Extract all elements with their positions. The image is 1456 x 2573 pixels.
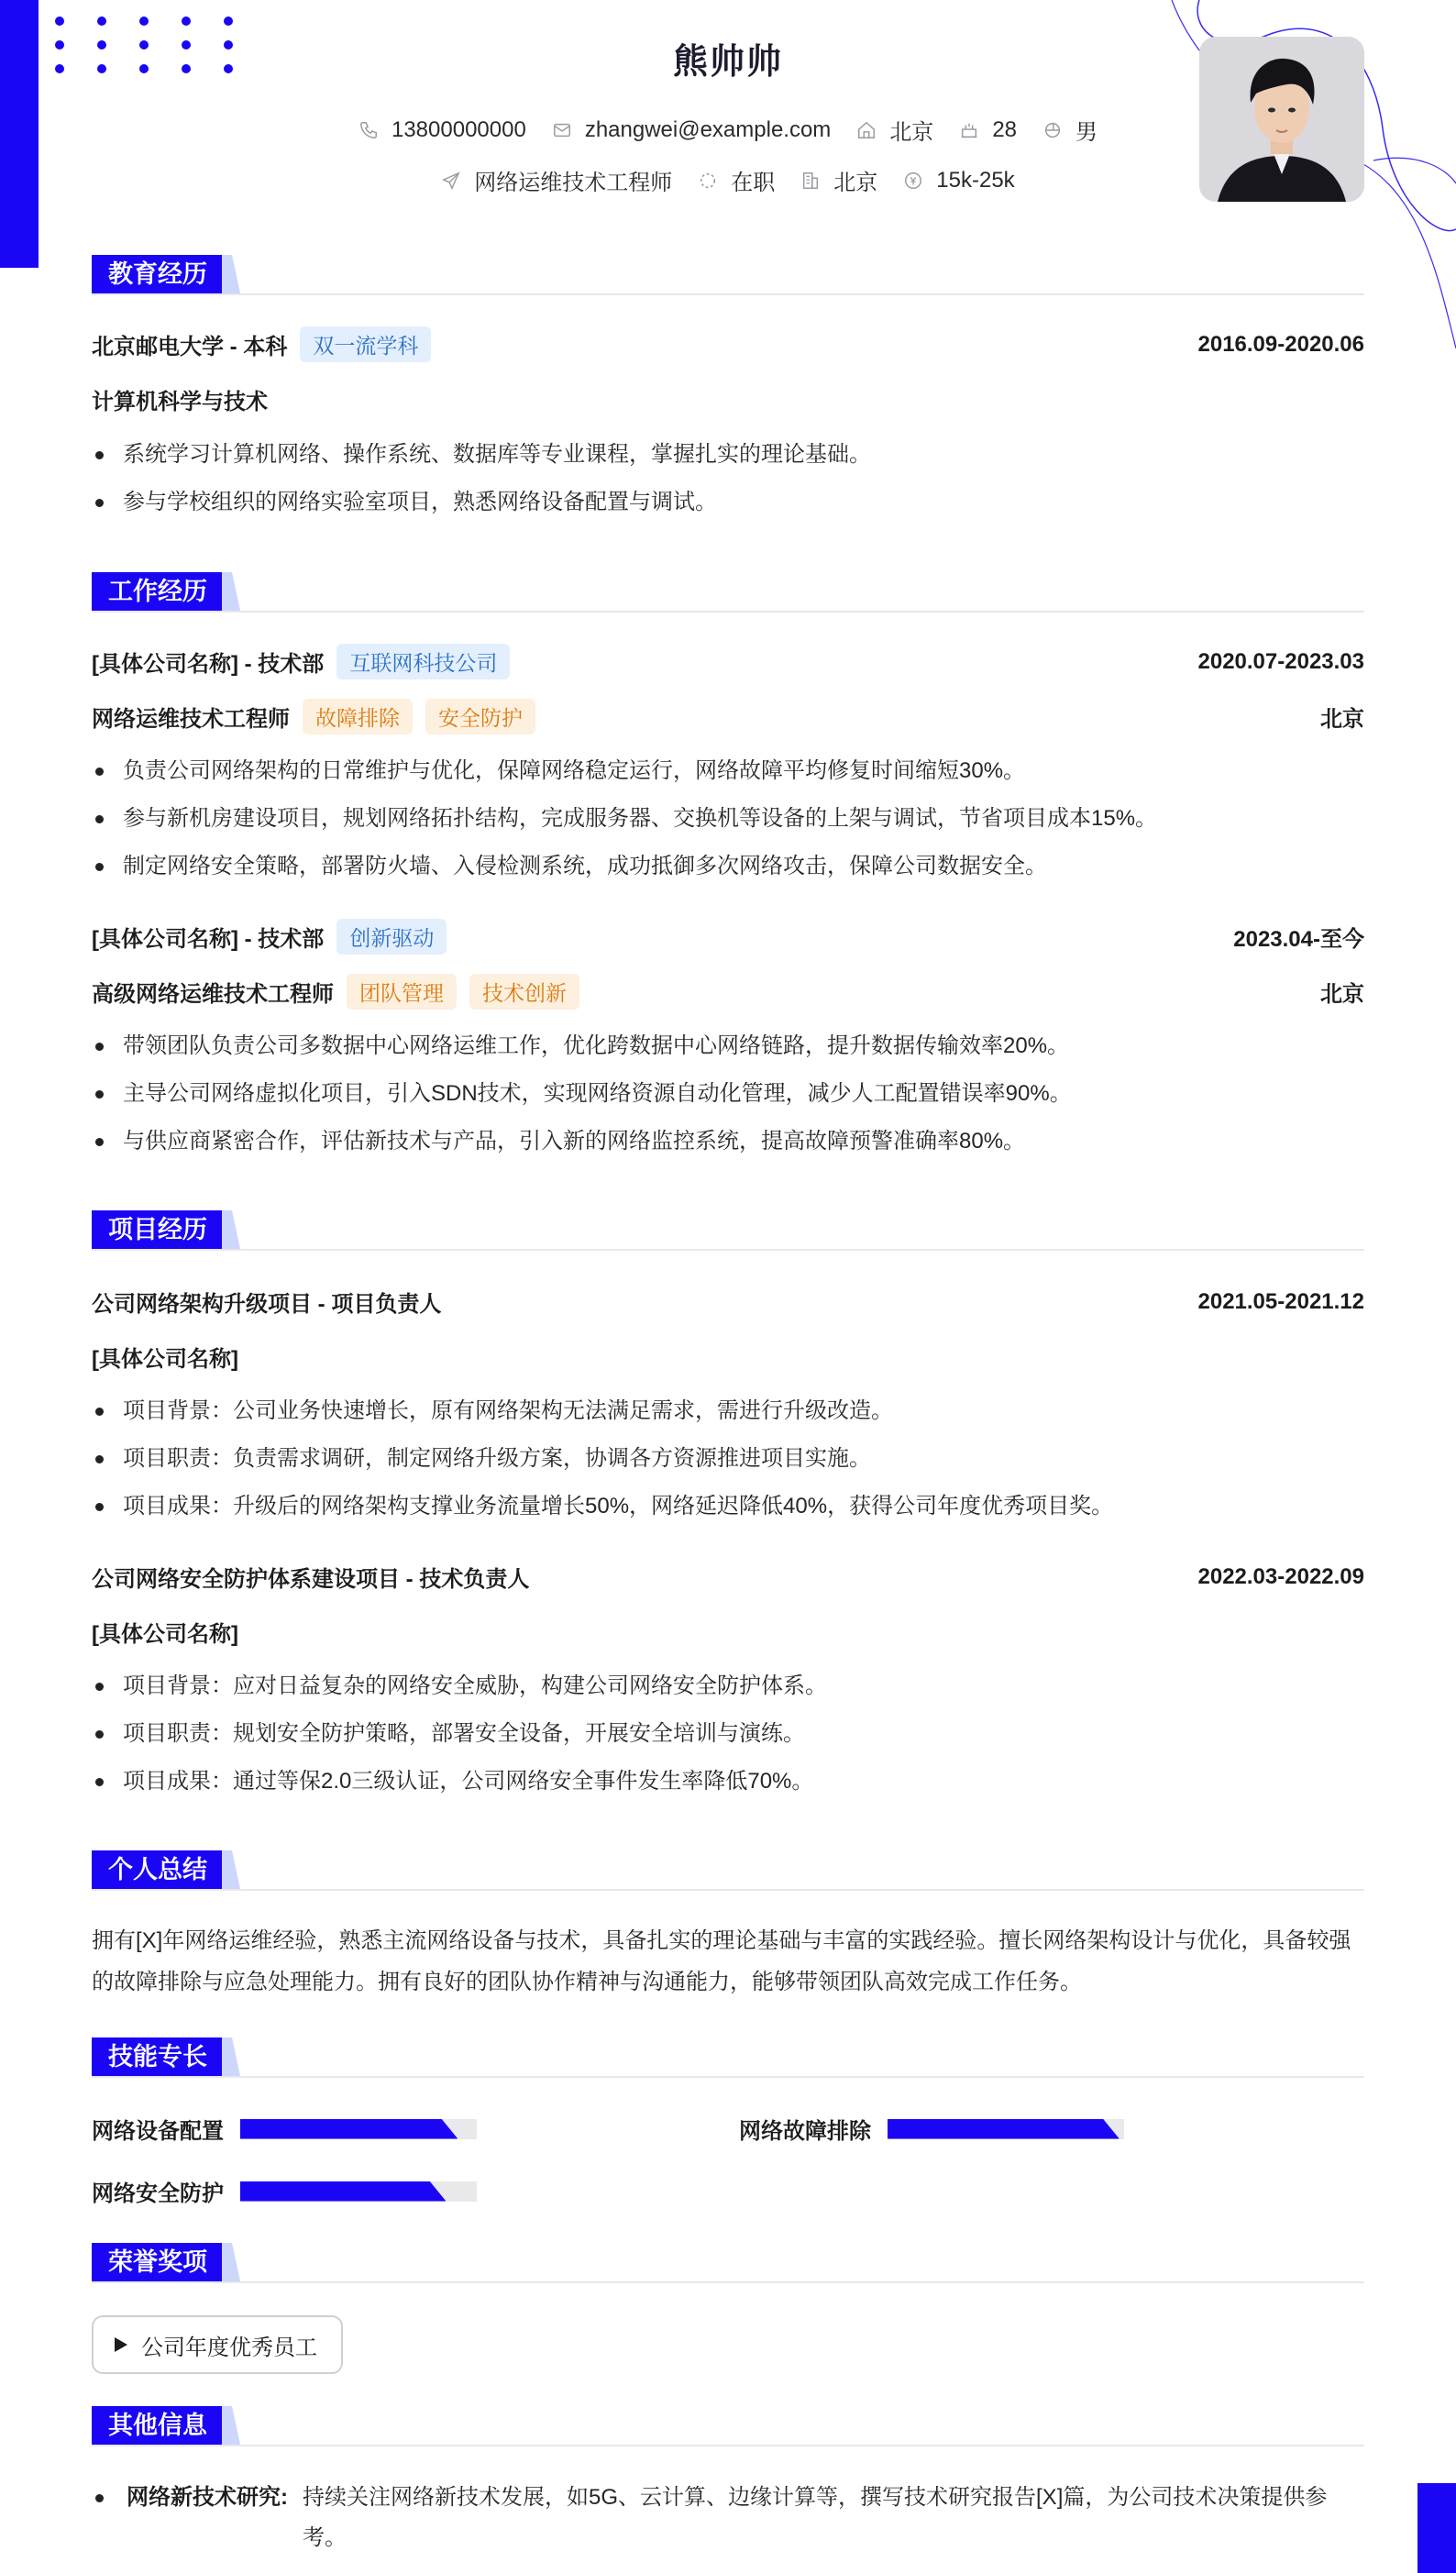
list-item: 制定网络安全策略，部署防火墙、入侵检测系统，成功抵御多次网络攻击，保障公司数据安全。 bbox=[92, 843, 1364, 890]
section-title-education: 教育经历 bbox=[92, 255, 224, 293]
project-2-date: 2022.03-2022.09 bbox=[1197, 1563, 1364, 1589]
section-education-header bbox=[92, 255, 1364, 295]
major-row bbox=[92, 383, 1364, 415]
bullet-dot bbox=[95, 2494, 104, 2502]
other-info-item bbox=[92, 2478, 1339, 2558]
target-position-text: 网络运维技术工程师 bbox=[474, 171, 673, 195]
work-1-company-tag: 互联网科技公司 bbox=[336, 644, 510, 679]
section-projects-header bbox=[92, 1210, 1364, 1251]
section-title-work: 工作经历 bbox=[92, 572, 224, 611]
section-title-skills: 技能专长 bbox=[92, 2037, 224, 2076]
list-item: 主导公司网络虚拟化项目，引入SDN技术，实现网络资源自动化管理，减少人工配置错误率90%。 bbox=[92, 1070, 1364, 1118]
play-icon bbox=[114, 2336, 128, 2353]
section-tail-decoration bbox=[222, 2037, 240, 2076]
age-item bbox=[959, 117, 1017, 143]
section-tail-decoration bbox=[222, 255, 240, 293]
age-text: 28 bbox=[992, 116, 1018, 142]
work-2-role-tag: 技术创新 bbox=[469, 974, 579, 1010]
employment-status-text: 在职 bbox=[731, 171, 776, 195]
work-1-company: [具体公司名称] - 技术部 bbox=[92, 652, 325, 677]
work-1-role-tag: 故障排除 bbox=[303, 699, 413, 734]
summary-text: 拥有[X]年网络运维经验，熟悉主流网络设备与技术，具备扎实的理论基础与丰富的实践经验。擅长网络架构设计与优化，具备较强的故障排除与应急处理能力。拥有良好的团队协作精神与沟通能力，能够带领团队高效完成工作任务。 bbox=[92, 1928, 1351, 1994]
salary-text: 15k-25k bbox=[936, 167, 1015, 193]
section-tail-decoration bbox=[222, 1210, 240, 1249]
school-tag: 双一流学科 bbox=[300, 326, 431, 362]
skill-item bbox=[739, 2113, 1124, 2145]
work-1-date: 2020.07-2023.03 bbox=[1197, 648, 1364, 674]
target-city-item bbox=[800, 164, 877, 196]
work-1-role-tag: 安全防护 bbox=[425, 699, 535, 734]
salary-item bbox=[903, 168, 1014, 193]
list-item: 项目职责：规划安全防护策略，部署安全设备，开展安全培训与演练。 bbox=[92, 1710, 1364, 1758]
section-tail-decoration bbox=[222, 2406, 240, 2445]
employment-status-item bbox=[698, 164, 775, 196]
section-work-header bbox=[92, 572, 1364, 613]
gender-icon bbox=[1042, 120, 1063, 140]
work-1-company-row bbox=[92, 644, 1364, 679]
section-other-header bbox=[92, 2406, 1364, 2446]
list-item: 项目职责：负责需求调研，制定网络升级方案，协调各方资源推进项目实施。 bbox=[92, 1435, 1364, 1483]
target-position-item bbox=[441, 164, 672, 196]
section-awards-header bbox=[92, 2243, 1364, 2283]
skill-bar bbox=[240, 2181, 477, 2202]
profile-photo bbox=[1199, 37, 1364, 202]
skill-bar-fill bbox=[240, 2119, 458, 2139]
work-2-role-row bbox=[92, 974, 1364, 1010]
list-item: 项目成果：升级后的网络架构支撑业务流量增长50%，网络延迟降低40%，获得公司年度优秀项目奖。 bbox=[92, 1483, 1364, 1530]
project-1-bullets bbox=[92, 1387, 1364, 1530]
work-2-company: [具体公司名称] - 技术部 bbox=[92, 927, 325, 952]
work-1-role: 网络运维技术工程师 bbox=[92, 707, 290, 732]
skill-name: 网络安全防护 bbox=[92, 2181, 224, 2206]
work-2-city: 北京 bbox=[1320, 982, 1364, 1007]
education-row bbox=[92, 326, 1364, 362]
section-summary-header bbox=[92, 1850, 1364, 1891]
project-1-title: 公司网络架构升级项目 - 项目负责人 bbox=[92, 1292, 442, 1317]
list-item: 项目背景：应对日益复杂的网络安全威胁，构建公司网络安全防护体系。 bbox=[92, 1662, 1364, 1710]
gender-item bbox=[1042, 114, 1098, 146]
avatar-image bbox=[1199, 37, 1364, 202]
list-item: 参与学校组织的网络实验室项目，熟悉网络设备配置与调试。 bbox=[92, 479, 1364, 526]
section-tail-decoration bbox=[222, 2243, 240, 2281]
list-item: 负责公司网络架构的日常维护与优化，保障网络稳定运行，网络故障平均修复时间缩短30%。 bbox=[92, 747, 1364, 795]
list-item: 参与新机房建设项目，规划网络拓扑结构，完成服务器、交换机等设备的上架与调试，节省项目成本15%。 bbox=[92, 795, 1364, 843]
project-2-title: 公司网络安全防护体系建设项目 - 技术负责人 bbox=[92, 1567, 530, 1592]
award-text: 公司年度优秀员工 bbox=[141, 2335, 317, 2360]
list-item: 与供应商紧密合作，评估新技术与产品，引入新的网络监控系统，提高故障预警准确率80%。 bbox=[92, 1118, 1364, 1165]
list-item: 带领团队负责公司多数据中心网络运维工作，优化跨数据中心网络链路，提升数据传输效率20%。 bbox=[92, 1022, 1364, 1070]
section-tail-decoration bbox=[222, 572, 240, 611]
list-item: 项目背景：公司业务快速增长，原有网络架构无法满足需求，需进行升级改造。 bbox=[92, 1387, 1364, 1435]
skill-item bbox=[92, 2113, 477, 2145]
status-icon bbox=[698, 171, 718, 191]
right-accent-bar bbox=[1417, 2483, 1456, 2573]
skill-bar bbox=[888, 2119, 1124, 2139]
list-item: 项目成果：通过等保2.0三级认证，公司网络安全事件发生率降低70%。 bbox=[92, 1758, 1364, 1806]
project-2-title-row bbox=[92, 1561, 1364, 1593]
mail-icon bbox=[552, 120, 572, 140]
target-city-text: 北京 bbox=[833, 171, 878, 195]
work-2-bullets bbox=[92, 1022, 1364, 1165]
project-2-company-row bbox=[92, 1616, 1364, 1648]
email-item bbox=[552, 117, 832, 143]
salary-icon bbox=[903, 171, 923, 191]
section-tail-decoration bbox=[222, 1850, 240, 1889]
work-2-company-tag: 创新驱动 bbox=[336, 919, 447, 955]
education-bullets bbox=[92, 431, 1364, 526]
section-skills-header bbox=[92, 2037, 1364, 2078]
project-1-company-row bbox=[92, 1341, 1364, 1373]
project-1-company: [具体公司名称] bbox=[92, 1347, 238, 1372]
school-degree: 北京邮电大学 - 本科 bbox=[92, 335, 288, 359]
gender-text: 男 bbox=[1075, 120, 1098, 145]
work-2-role: 高级网络运维技术工程师 bbox=[92, 982, 334, 1007]
skill-bar-fill bbox=[888, 2119, 1120, 2139]
location-text: 北京 bbox=[889, 120, 934, 145]
skill-name: 网络故障排除 bbox=[739, 2119, 871, 2144]
phone-item bbox=[358, 117, 526, 143]
project-2-company: [具体公司名称] bbox=[92, 1622, 238, 1647]
skill-name: 网络设备配置 bbox=[92, 2119, 224, 2144]
list-item: 系统学习计算机网络、操作系统、数据库等专业课程，掌握扎实的理论基础。 bbox=[92, 431, 1364, 479]
project-2-bullets bbox=[92, 1662, 1364, 1806]
skill-bar bbox=[240, 2119, 477, 2139]
award-item bbox=[92, 2315, 343, 2374]
work-1-bullets bbox=[92, 747, 1364, 890]
project-1-date: 2021.05-2021.12 bbox=[1197, 1288, 1364, 1314]
section-title-projects: 项目经历 bbox=[92, 1210, 224, 1249]
section-title-summary: 个人总结 bbox=[92, 1850, 224, 1889]
home-icon bbox=[856, 120, 877, 140]
send-icon bbox=[441, 171, 461, 191]
work-2-company-row bbox=[92, 919, 1364, 955]
education-date: 2016.09-2020.06 bbox=[1197, 331, 1364, 357]
section-title-other: 其他信息 bbox=[92, 2406, 224, 2445]
skill-item bbox=[92, 2175, 477, 2207]
other-info-text: 持续关注网络新技术发展，如5G、云计算、边缘计算等，撰写技术研究报告[X]篇，为公司技术决策提供参考。 bbox=[303, 2485, 1328, 2550]
work-2-role-tag: 团队管理 bbox=[347, 974, 457, 1010]
phone-icon bbox=[358, 120, 379, 140]
location-item bbox=[856, 114, 933, 146]
candidate-name: 熊帅帅 bbox=[672, 43, 783, 82]
work-2-date: 2023.04-至今 bbox=[1233, 927, 1364, 952]
cake-icon bbox=[959, 120, 979, 140]
major: 计算机科学与技术 bbox=[92, 390, 268, 414]
building-icon bbox=[800, 171, 821, 191]
project-1-title-row bbox=[92, 1286, 1364, 1318]
email-text: zhangwei@example.com bbox=[584, 116, 832, 142]
phone-text: 13800000000 bbox=[391, 116, 526, 142]
work-1-role-row bbox=[92, 699, 1364, 734]
section-title-awards: 荣誉奖项 bbox=[92, 2243, 224, 2281]
skill-bar-fill bbox=[240, 2181, 446, 2202]
other-info-label: 网络新技术研究: bbox=[127, 2485, 288, 2510]
work-1-city: 北京 bbox=[1320, 707, 1364, 732]
